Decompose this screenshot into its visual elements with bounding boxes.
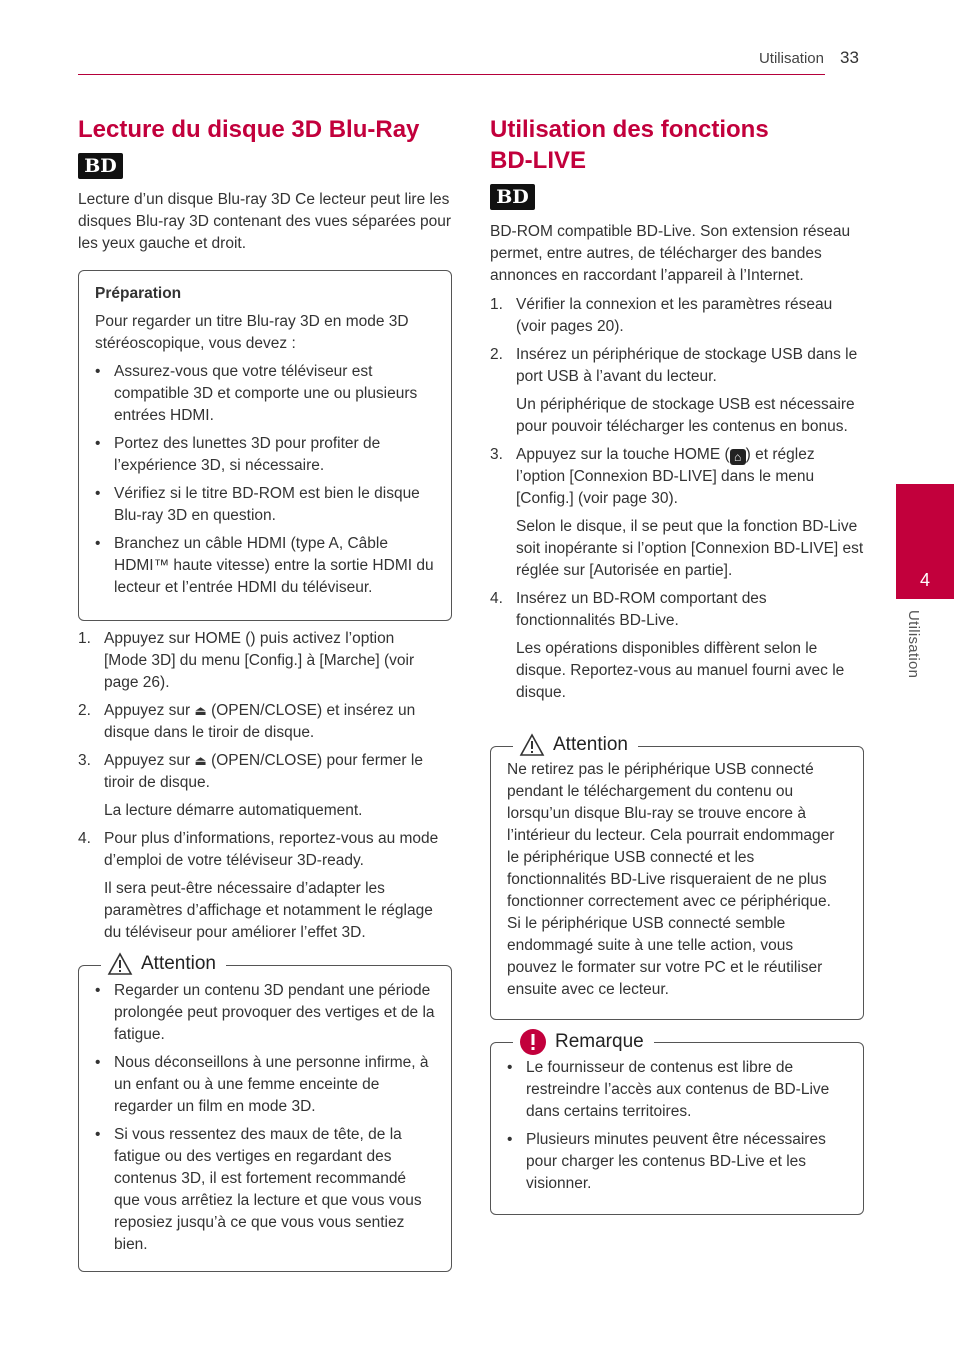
chapter-tab [896, 484, 954, 599]
right-attention-text: Ne retirez pas le périphérique USB connecté pendant le téléchargement du contenu ou lorsqu’un disque Blu-ray se trouve encore à l’intérieur du lecteur. Cela pourrait endommager le périphérique USB connecté et les fonctionnalités BD-Live risqueraient de ne plus fonctionner correctement avec ce périphérique. Si le périphérique USB connecté semble endommagé suite à une telle action, vous pouvez le formater sur votre PC et le réutiliser ensuite avec ce lecteur. [507, 761, 835, 998]
step-number: 4. [78, 830, 91, 847]
step-note: Selon le disque, il se peut que la fonction BD-Live soit inopérante si l’option [Connexion BD-LIVE] est réglée sur [Autorisée en partie]. [516, 518, 864, 579]
step-item [78, 750, 440, 822]
step-number: 1. [78, 630, 91, 647]
eject-icon: ⏏ [194, 753, 207, 768]
step-number: 1. [490, 296, 503, 313]
home-icon: ⌂ [730, 449, 746, 465]
exclamation-circle-icon [519, 1028, 547, 1056]
step-number: 4. [490, 590, 503, 607]
step-text-post: (OPEN/CLOSE) pour fermer le tiroir de disque. [104, 752, 423, 791]
preparation-text: Pour regarder un titre Blu-ray 3D en mode 3D stéréoscopique, vous devez : [95, 313, 409, 352]
right-title-line2: BD-LIVE [490, 147, 586, 174]
step-note: Les opérations disponibles diffèrent selon le disque. Reportez-vous au manuel fourni avec le disque. [516, 640, 845, 701]
list-item: • Si vous ressentez des maux de tête, de la fatigue ou des vertiges en regardant des contenus 3D, il est fortement recommandé que vous arrêtiez la lecture et que vous vous reposiez jusqu’à ce que vous vous sentiez bien. [95, 1124, 435, 1256]
right-attention-content [507, 759, 847, 1001]
step-item [78, 628, 440, 694]
step-text: Appuyez sur HOME () puis activez l’option [Mode 3D] du menu [Config.] à [Marche] (voir page 26). [104, 630, 415, 691]
step-number: 3. [490, 446, 503, 463]
remarque-box [490, 1031, 864, 1215]
left-attention-box [78, 953, 452, 1272]
step-number: 2. [490, 346, 503, 363]
bd-badge-icon: BD [490, 184, 535, 210]
list-item: • Le fournisseur de contenus est libre de restreindre l’accès aux contenus de BD-Live dans certains territoires. [507, 1057, 847, 1123]
right-attention-box [490, 734, 864, 1020]
left-steps [78, 628, 440, 950]
warning-triangle-icon [519, 733, 545, 757]
left-attention-title: Attention [141, 953, 216, 974]
chapter-tab-label: Utilisation [905, 610, 922, 679]
step-text-pre: Appuyez sur [104, 702, 195, 719]
step-text: Vérifier la connexion et les paramètres réseau (voir pages 20). [516, 296, 833, 335]
left-intro [78, 189, 453, 255]
step-number: 2. [78, 702, 91, 719]
preparation-box [78, 270, 452, 621]
list-item: • Nous déconseillons à une personne infirme, à un enfant ou à une femme enceinte de regarder un film en mode 3D. [95, 1052, 435, 1118]
right-attention-title: Attention [553, 734, 628, 755]
step-item [490, 588, 865, 704]
left-heading [78, 114, 458, 179]
step-item [490, 294, 865, 338]
bd-badge-icon: BD [78, 153, 123, 179]
left-steps-list [78, 628, 440, 944]
remarque-list [507, 1057, 847, 1195]
page-number: 33 [840, 48, 859, 67]
left-attention-content [95, 980, 435, 1262]
step-text: Insérez un périphérique de stockage USB dans le port USB à l’avant du lecteur. [516, 346, 858, 385]
step-item [78, 828, 440, 944]
step-item [78, 700, 440, 744]
left-attention-list [95, 980, 435, 1256]
step-item [490, 444, 865, 582]
list-item: • Branchez un câble HDMI (type A, Câble HDMI™ haute vitesse) entre la sortie HDMI du lecteur et l’entrée HDMI du téléviseur. [95, 533, 435, 599]
step-text: Pour plus d’informations, reportez-vous au mode d’emploi de votre téléviseur 3D-ready. [104, 830, 439, 869]
step-text-post: (OPEN/CLOSE) et insérez un disque dans le tiroir de disque. [104, 702, 416, 741]
eject-icon: ⏏ [194, 703, 207, 718]
left-title: Lecture du disque 3D Blu-Ray [78, 116, 420, 143]
right-heading [490, 114, 870, 210]
preparation-list [95, 361, 435, 599]
step-text: Insérez un BD-ROM comportant des fonctionnalités BD-Live. [516, 590, 767, 629]
step-item [490, 344, 865, 438]
step-note: La lecture démarre automatiquement. [104, 802, 363, 819]
running-header-section: Utilisation [758, 50, 824, 67]
step-text-post: ) et réglez l’option [Connexion BD-LIVE] dans le menu [Config.] (voir page 30). [516, 446, 815, 507]
right-title-line1: Utilisation des fonctions [490, 116, 769, 143]
remarque-header [513, 1028, 654, 1056]
list-item: • Plusieurs minutes peuvent être nécessaires pour charger les contenus BD-Live et les visionner. [507, 1129, 847, 1195]
step-text-pre: Appuyez sur [104, 752, 195, 769]
remarque-content [507, 1057, 847, 1201]
preparation-content [95, 283, 435, 605]
warning-triangle-icon [107, 952, 133, 976]
step-note: Un périphérique de stockage USB est nécessaire pour pouvoir télécharger les contenus en bonus. [516, 396, 855, 435]
right-attention-header [513, 733, 638, 757]
remarque-title: Remarque [555, 1031, 644, 1052]
right-intro-text: BD-ROM compatible BD-Live. Son extension réseau permet, entre autres, de télécharger des bandes annonces en raccordant l’appareil à l’Internet. [490, 223, 851, 284]
step-text-pre: Appuyez sur la touche HOME ( [516, 446, 730, 463]
list-item: • Vérifiez si le titre BD-ROM est bien le disque Blu-ray 3D en question. [95, 483, 435, 527]
step-number: 3. [78, 752, 91, 769]
list-item: • Portez des lunettes 3D pour profiter de l’expérience 3D, si nécessaire. [95, 433, 435, 477]
list-item: • Regarder un contenu 3D pendant une période prolongée peut provoquer des vertiges et de la fatigue. [95, 980, 435, 1046]
right-steps-list [490, 294, 865, 704]
chapter-number: 4 [919, 570, 930, 590]
right-intro [490, 221, 865, 710]
left-attention-header [101, 952, 226, 976]
list-item: • Assurez-vous que votre téléviseur est compatible 3D et comporte une ou plusieurs entrées HDMI. [95, 361, 435, 427]
left-intro-text: Lecture d’un disque Blu-ray 3D Ce lecteur peut lire les disques Blu-ray 3D contenant des vues séparées pour les yeux gauche et droit. [78, 191, 452, 252]
header-rule [78, 74, 825, 75]
step-note: Il sera peut-être nécessaire d’adapter les paramètres d’affichage et notamment le réglage du téléviseur pour améliorer l’effet 3D. [104, 880, 433, 941]
preparation-title: Préparation [95, 285, 182, 302]
